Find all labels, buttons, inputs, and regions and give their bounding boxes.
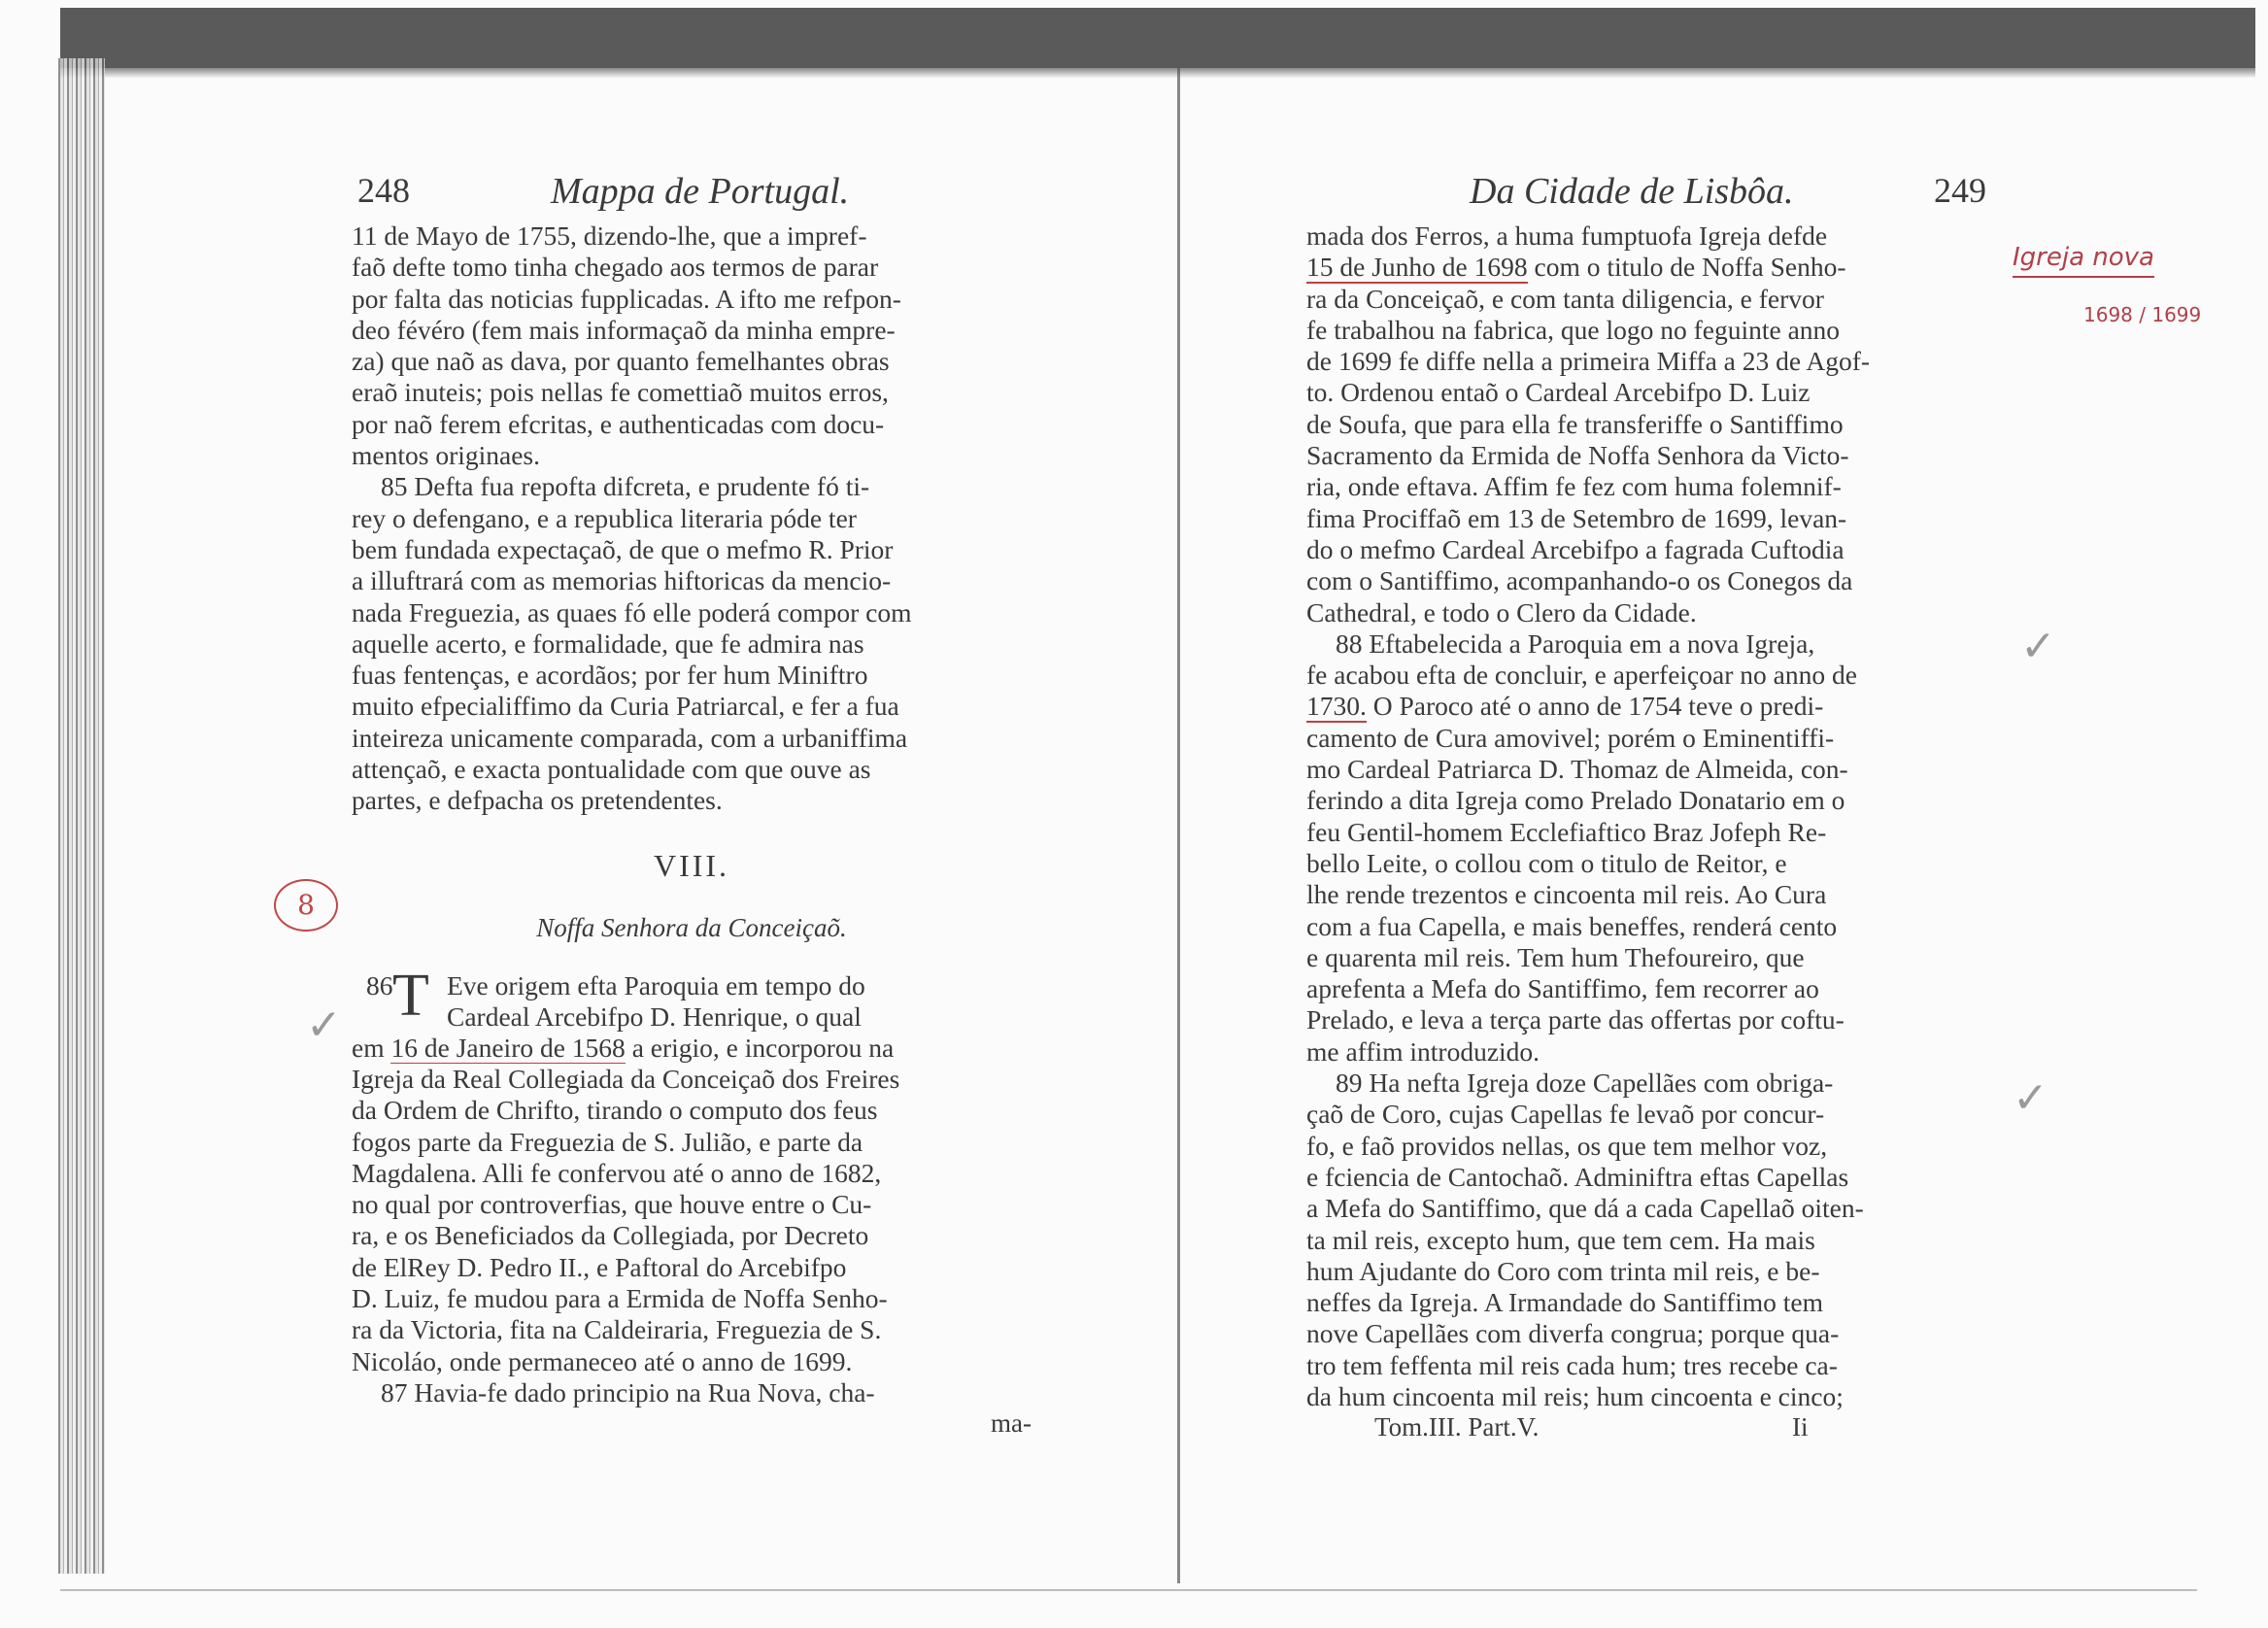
text-line: me affim introduzido. bbox=[1306, 1035, 1540, 1067]
text-line: mentos originaes. bbox=[352, 440, 540, 471]
text-line: a Mefa do Santiffimo, que dá a cada Capellaõ oiten- bbox=[1306, 1193, 1864, 1224]
text-line: eraõ inuteis; pois nellas fe comettiaõ muitos erros, bbox=[352, 377, 889, 408]
text-line: 11 de Mayo de 1755, dizendo-lhe, que a impref- bbox=[352, 220, 867, 251]
text-line: e quarenta mil reis. Tem hum Thefoureiro, que bbox=[1306, 941, 1805, 972]
check-mark-icon: ✓ bbox=[2020, 622, 2056, 671]
text-line: bello Leite, o collou com o titulo de Reitor, e bbox=[1306, 847, 1787, 878]
text-line: partes, e defpacha os pretendentes. bbox=[352, 785, 723, 816]
right-page-number: 249 bbox=[1934, 171, 1986, 210]
scanner-edge-shadow bbox=[60, 8, 2255, 68]
text-line: com a fua Capella, e mais beneffes, renderá cento bbox=[1306, 910, 1838, 941]
text-line: Eve origem efta Paroquia em tempo do bbox=[447, 969, 865, 1001]
paragraph-88-start: 88 Eftabelecida a Paroquia em a nova Igreja, bbox=[1336, 627, 1815, 659]
text-line: za) que naõ as dava, por quanto femelhantes obras bbox=[352, 346, 890, 377]
text-line: de Soufa, que para ella fe transferiffe o Santiffimo bbox=[1306, 408, 1844, 439]
text-line: inteireza unicamente comparada, com a urbaniffima bbox=[352, 722, 908, 753]
page-footer bbox=[1306, 1412, 1986, 1445]
book-page-edges bbox=[58, 58, 105, 1574]
text-line: ra, e os Beneficiados da Collegiada, por Decreto bbox=[352, 1220, 869, 1251]
text-line: a illuftrará com as memorias hiftoricas da mencio- bbox=[352, 565, 892, 596]
text-line: mo Cardeal Patriarca D. Thomaz de Almeida, con- bbox=[1306, 754, 1848, 785]
margin-dates-annotation: 1698 / 1699 bbox=[2083, 303, 2202, 326]
text-line: hum Ajudante do Coro com trinta mil reis, e be- bbox=[1306, 1255, 1820, 1286]
text-line-with-date bbox=[352, 1033, 1032, 1064]
text-line: attençaõ, e exacta pontualidade com que ouve as bbox=[352, 754, 871, 785]
text-line: feu Gentil-homem Ecclefiaftico Braz Jofeph Re- bbox=[1306, 816, 1827, 847]
text-fragment: em bbox=[352, 1032, 385, 1063]
text-line: faõ defte tomo tinha chegado aos termos de parar bbox=[352, 252, 879, 283]
text-line: ra da Victoria, fita na Caldeiraria, Freguezia de S. bbox=[352, 1314, 882, 1345]
text-line: aprefenta a Mefa do Santiffimo, fem recorrer ao bbox=[1306, 973, 1819, 1004]
right-page bbox=[1306, 170, 1986, 1445]
text-fragment: com o titulo de Noffa Senho- bbox=[1534, 252, 1846, 283]
circled-number-annotation: 8 bbox=[274, 879, 338, 932]
left-running-head: Mappa de Portugal. bbox=[551, 171, 850, 212]
text-line: fe trabalhou na fabrica, que logo no feguinte anno bbox=[1306, 314, 1841, 345]
text-line: çaõ de Coro, cujas Capellas fe levaõ por concur- bbox=[1306, 1099, 1825, 1130]
text-line: no qual por controverfias, que houve entre o Cu- bbox=[352, 1189, 872, 1220]
text-line: nada Freguezia, as quaes fó elle poderá compor com bbox=[352, 596, 912, 627]
text-line: bem fundada expectaçaõ, de que o mefmo R. Prior bbox=[352, 533, 894, 564]
paragraph-85-start: 85 Defta fua repofta difcreta, e prudente fó ti- bbox=[381, 471, 870, 502]
margin-note-annotation: Igreja nova bbox=[2013, 243, 2154, 278]
text-line: Cardeal Arcebifpo D. Henrique, o qual bbox=[447, 1001, 862, 1032]
text-line: fe acabou efta de concluir, e aperfeiçoar no anno de bbox=[1306, 660, 1857, 691]
gathering-signature: Ii bbox=[1792, 1412, 1809, 1442]
book-gutter bbox=[1177, 68, 1180, 1583]
text-line: ta mil reis, excepto hum, que tem cem. Ha mais bbox=[1306, 1224, 1815, 1255]
paragraph-86-number: 86 bbox=[366, 969, 393, 1001]
text-line: camento de Cura amovivel; porém o Eminentiffi- bbox=[1306, 722, 1835, 753]
text-line: tro tem feffenta mil reis cada hum; tres recebe ca- bbox=[1306, 1349, 1838, 1380]
text-line-with-date bbox=[1306, 252, 1986, 283]
text-line: D. Luiz, fe mudou para a Ermida de Noffa Senho- bbox=[352, 1283, 888, 1314]
bottom-edge-line bbox=[60, 1589, 2197, 1591]
check-mark-icon: ✓ bbox=[2013, 1073, 2048, 1123]
right-running-head: Da Cidade de Lisbôa. bbox=[1470, 171, 1794, 212]
text-line: Cathedral, e todo o Clero da Cidade. bbox=[1306, 596, 1697, 627]
text-line-with-date bbox=[1306, 691, 1986, 722]
text-line: da Ordem de Chrifto, tirando o computo dos feus bbox=[352, 1095, 878, 1126]
text-line: neffes da Igreja. A Irmandade do Santiffimo tem bbox=[1306, 1287, 1824, 1318]
left-text-block-b bbox=[352, 962, 1032, 1409]
text-line: Prelado, e leva a terça parte das offertas por coftu- bbox=[1306, 1004, 1845, 1035]
underlined-date: 1730. bbox=[1306, 691, 1367, 722]
text-line: to. Ordenou entaõ o Cardeal Arcebifpo D. Luiz bbox=[1306, 377, 1811, 408]
left-page bbox=[352, 170, 1032, 1439]
text-fragment: O Paroco até o anno de 1754 teve o predi- bbox=[1372, 691, 1824, 722]
text-line: rey o defengano, e a republica literaria póde ter bbox=[352, 502, 857, 533]
text-line: mada dos Ferros, a huma fumptuofa Igreja defde bbox=[1306, 220, 1828, 251]
text-line: fima Prociffaõ em 13 de Setembro de 1699, levan- bbox=[1306, 502, 1847, 533]
text-line: por falta das noticias fupplicadas. A ifto me refpon- bbox=[352, 283, 901, 314]
text-line: Igreja da Real Collegiada da Conceiçaõ dos Freires bbox=[352, 1063, 900, 1094]
right-page-header bbox=[1306, 170, 1986, 220]
check-mark-icon: ✓ bbox=[306, 1001, 342, 1050]
drop-cap: T bbox=[392, 962, 429, 1029]
left-page-header bbox=[352, 170, 1032, 220]
underlined-date: 16 de Janeiro de 1568 bbox=[390, 1032, 626, 1063]
paragraph-86-opening bbox=[352, 962, 1032, 1033]
text-line: muito efpecialiffimo da Curia Patriarcal, e fer a fua bbox=[352, 691, 899, 722]
paragraph-87-start: 87 Havia-fe dado principio na Rua Nova, cha- bbox=[381, 1376, 875, 1408]
text-line: Magdalena. Alli fe confervou até o anno de 1682, bbox=[352, 1157, 882, 1188]
text-line: da hum cincoenta mil reis; hum cincoenta e cinco; bbox=[1306, 1380, 1844, 1411]
text-line: deo févéro (fem mais informaçaõ da minha empre- bbox=[352, 314, 896, 345]
left-page-number: 248 bbox=[357, 171, 410, 210]
text-line: lhe rende trezentos e cincoenta mil reis. Ao Cura bbox=[1306, 879, 1827, 910]
text-line: com o Santiffimo, acompanhando-o os Conegos da bbox=[1306, 565, 1853, 596]
text-line: ferindo a dita Igreja como Prelado Donatario em o bbox=[1306, 785, 1845, 816]
paragraph-89-start: 89 Ha nefta Igreja doze Capellães com obriga- bbox=[1336, 1068, 1834, 1099]
left-text-block-a bbox=[352, 220, 1032, 817]
text-line: fo, e faõ providos nellas, os que tem melhor voz, bbox=[1306, 1130, 1828, 1161]
text-line: aquelle acerto, e formalidade, que fe admira nas bbox=[352, 627, 864, 659]
volume-signature: Tom.III. Part.V. bbox=[1374, 1412, 1540, 1442]
text-line: do o mefmo Cardeal Arcebifpo a fagrada Cuftodia bbox=[1306, 533, 1845, 564]
right-text-block bbox=[1306, 220, 1986, 1412]
section-number: VIII. bbox=[653, 847, 730, 883]
catchword: ma- bbox=[991, 1408, 1032, 1439]
text-line: Nicoláo, onde permaneceo até o anno de 1699. bbox=[352, 1345, 853, 1376]
text-line: fogos parte da Freguezia de S. Julião, e parte da bbox=[352, 1126, 863, 1157]
text-fragment: a erigio, e incorporou na bbox=[631, 1032, 895, 1063]
text-line: por naõ ferem efcritas, e authenticadas com docu- bbox=[352, 408, 885, 439]
text-line: de 1699 fe diffe nella a primeira Miffa a 23 de Agof- bbox=[1306, 346, 1871, 377]
text-line: ria, onde eftava. Affim fe fez com huma folemnif- bbox=[1306, 471, 1842, 502]
section-title: Noffa Senhora da Conceiçaõ. bbox=[536, 912, 847, 942]
text-line: e fciencia de Cantochaõ. Adminiftra eftas Capellas bbox=[1306, 1161, 1849, 1192]
text-line: Sacramento da Ermida de Noffa Senhora da Victo- bbox=[1306, 440, 1849, 471]
text-line: ra da Conceiçaõ, e com tanta diligencia, e fervor bbox=[1306, 283, 1824, 314]
text-line: de ElRey D. Pedro II., e Paftoral do Arcebifpo bbox=[352, 1251, 847, 1282]
text-line: fuas fentenças, e acordãos; por fer hum Miniftro bbox=[352, 660, 868, 691]
underlined-date: 15 de Junho de 1698 bbox=[1306, 252, 1528, 283]
text-line: nove Capellães com diverfa congrua; porque qua- bbox=[1306, 1318, 1840, 1349]
